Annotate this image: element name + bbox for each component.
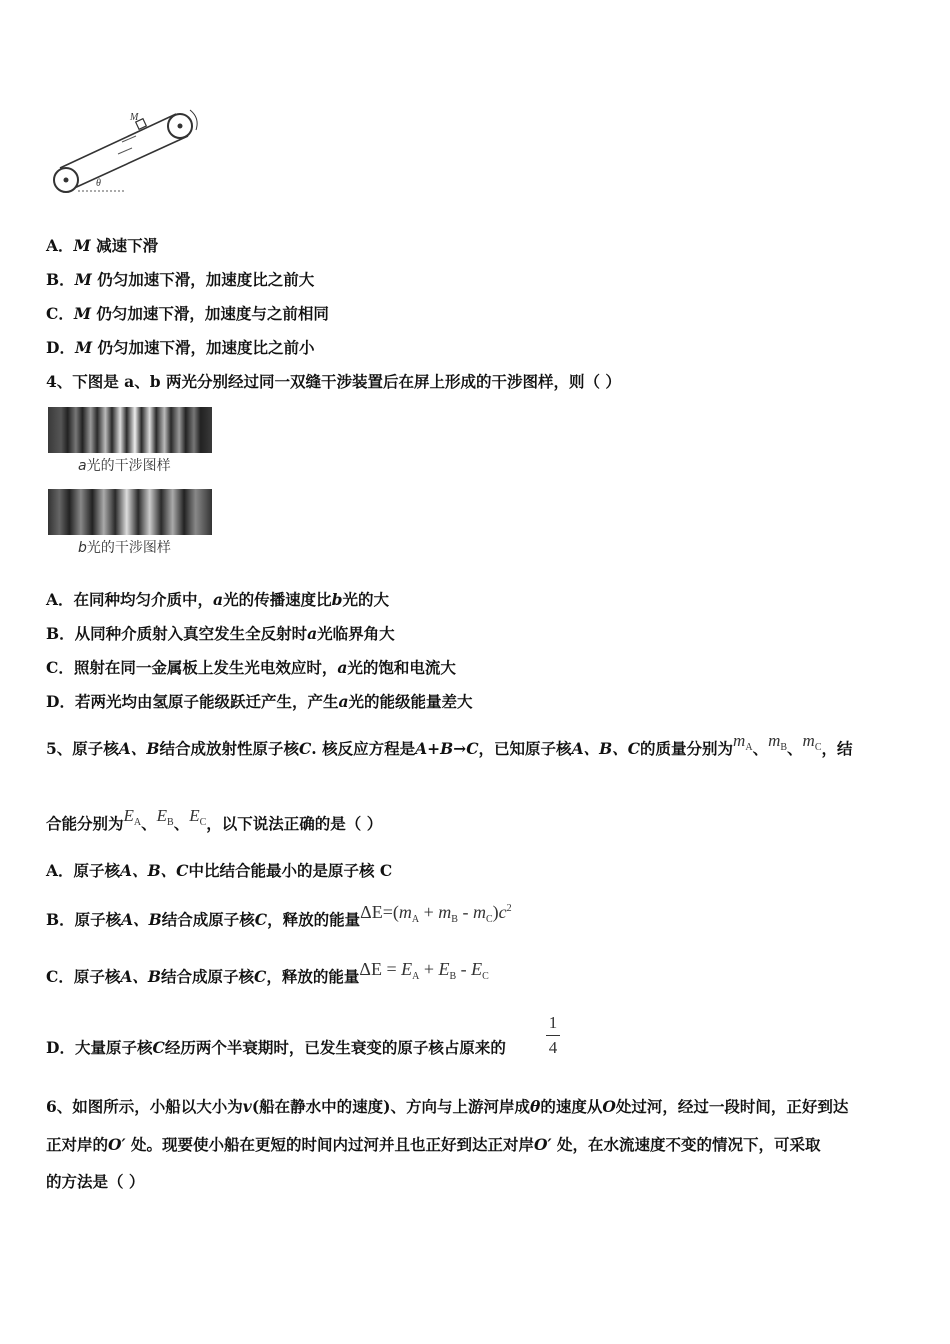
q4-option-c[interactable]: C．照射在同一金属板上发生光电效应时，a光的饱和电流大: [46, 658, 456, 677]
q4-option-d[interactable]: D．若两光均由氢原子能级跃迁产生，产生a光的能级能量差大: [46, 692, 473, 711]
q6-stem-line1: 6、如图所示，小船以大小为v(船在静水中的速度)、方向与上游河岸成θ的速度从O处过河，经过一段时间，正好到达: [46, 1097, 849, 1116]
q3-option-b[interactable]: B．M 仍匀加速下滑，加速度比之前大: [46, 270, 315, 289]
q5-stem-line1: 5、原子核A、B结合成放射性原子核C. 核反应方程是A+B→C，已知原子核A、B、C的质量分别为$m_A$、$m_B$、$m_C$，结: [46, 731, 853, 758]
q5-option-c[interactable]: C．原子核A、B结合成原子核C，释放的能量$\Delta E = E_A + E_B - E_C$: [46, 959, 489, 986]
fringe-pattern-a: [48, 407, 212, 453]
label-m: M: [130, 112, 139, 123]
label-theta: θ: [96, 178, 101, 189]
formula-c: $\Delta E = E_A + E_B - E_C$: [359, 959, 489, 982]
q6-stem-line2: 正对岸的O′ 处。现要使小船在更短的时间内过河并且也正好到达正对岸O′ 处，在水流速度不变的情况下，可采取: [46, 1135, 821, 1154]
fringe-b-caption: b光的干涉图样: [78, 540, 171, 556]
formula-b: $\Delta E=(m_A + m_B - m_C)c^2$: [360, 902, 512, 925]
fringe-pattern-b: [48, 489, 212, 535]
fraction-denominator: 4: [548, 1038, 558, 1057]
belt-bottom-line: [70, 136, 188, 190]
belt-top-line: [60, 114, 176, 168]
q3-option-a[interactable]: A．M 减速下滑: [46, 236, 159, 255]
q3-option-d[interactable]: D．M 仍匀加速下滑，加速度比之前小: [46, 338, 315, 357]
belt-arrow-1: [118, 148, 132, 154]
upper-pulley-axle: [178, 124, 183, 129]
q5-option-d[interactable]: D．大量原子核C经历两个半衰期时，已发生衰变的原子核占原来的: [46, 1038, 506, 1057]
conveyor-belt-figure: [50, 100, 210, 200]
q3-option-c[interactable]: C．M 仍匀加速下滑，加速度与之前相同: [46, 304, 329, 323]
fraction-one-quarter: [546, 1013, 560, 1058]
q5-option-a[interactable]: A．原子核A、B、C中比结合能最小的是原子核 C: [46, 861, 393, 880]
fringe-a-caption: a光的干涉图样: [78, 458, 171, 474]
q5-option-b[interactable]: B．原子核A、B结合成原子核C，释放的能量$\Delta E=(m_A + m_B - m_C)c^2$: [46, 902, 512, 929]
lower-pulley-axle: [64, 178, 69, 183]
q5-stem-line2: 合能分别为$E_A$、$E_B$、$E_C$，以下说法正确的是（ ）: [46, 806, 383, 833]
q4-option-b[interactable]: B．从同种介质射入真空发生全反射时a光临界角大: [46, 624, 395, 643]
q4-stem: 4、下图是 a、b 两光分别经过同一双缝干涉装置后在屏上形成的干涉图样，则（ ）: [46, 372, 621, 391]
q4-option-a[interactable]: A．在同种均匀介质中，a光的传播速度比b光的大: [46, 590, 389, 609]
fraction-numerator: 1: [548, 1013, 558, 1032]
q6-stem-line3: 的方法是（ ）: [46, 1172, 145, 1191]
